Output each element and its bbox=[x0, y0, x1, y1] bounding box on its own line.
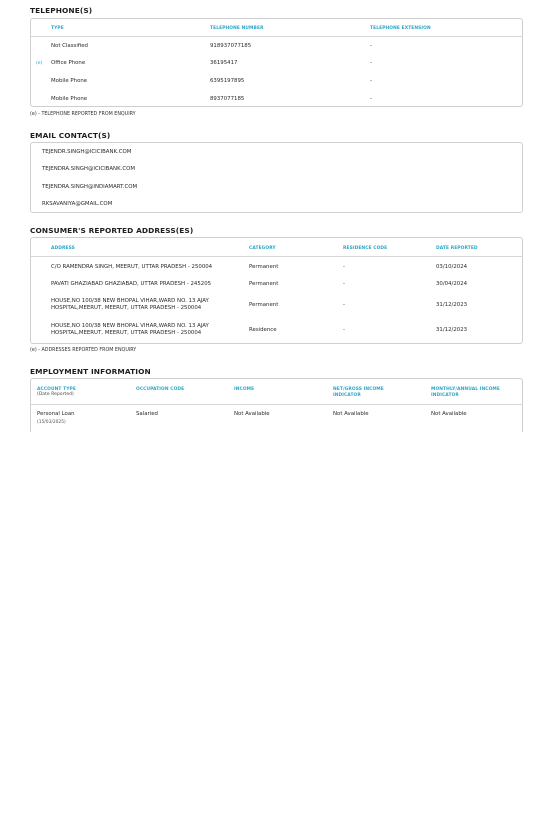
employment-title: EMPLOYMENT INFORMATION bbox=[30, 367, 151, 376]
header-type: TYPE bbox=[51, 26, 64, 31]
emails-box bbox=[30, 142, 523, 213]
phone-extension: - bbox=[370, 43, 372, 49]
header-account-type bbox=[37, 387, 76, 397]
email-item: TEJENDRA.SINGH@ICICIBANK.COM bbox=[42, 166, 135, 172]
address-residence-code: - bbox=[343, 327, 345, 333]
header-divider bbox=[31, 36, 522, 37]
header-divider bbox=[31, 256, 522, 257]
addresses-table bbox=[30, 237, 523, 344]
emails-title: EMAIL CONTACT(S) bbox=[30, 131, 111, 140]
address-date-reported: 31/12/2023 bbox=[436, 327, 468, 333]
header-occupation-code: OCCUPATION CODE bbox=[136, 387, 185, 392]
address-date-reported: 03/10/2024 bbox=[436, 264, 468, 270]
employment-monthly-annual: Not Available bbox=[431, 411, 467, 417]
phone-type: Office Phone bbox=[51, 60, 86, 66]
header-residence-code: RESIDENCE CODE bbox=[343, 246, 388, 251]
phone-number: 6395197895 bbox=[210, 78, 245, 84]
employment-income: Not Available bbox=[234, 411, 270, 417]
phone-number: 918937077185 bbox=[210, 43, 252, 49]
header-net-gross-income: NET/GROSS INCOME INDICATOR bbox=[333, 387, 384, 398]
address-text: PAVATI GHAZIABAD GHAZIABAD, UTTAR PRADESH - 245205 bbox=[51, 281, 212, 287]
address-category: Permanent bbox=[249, 264, 279, 270]
phone-type: Mobile Phone bbox=[51, 78, 88, 84]
enquiry-flag: (e) bbox=[36, 61, 43, 66]
employment-account-type bbox=[37, 411, 75, 427]
address-date-reported: 30/04/2024 bbox=[436, 281, 468, 287]
address-category: Residence bbox=[249, 327, 277, 333]
email-item: TEJENDRA.SINGH@INDIAMART.COM bbox=[42, 184, 138, 190]
header-account-type-sub: (Date Reported) bbox=[37, 392, 74, 397]
phone-extension: - bbox=[370, 78, 372, 84]
address-residence-code: - bbox=[343, 281, 345, 287]
phone-number: 36195417 bbox=[210, 60, 238, 66]
header-divider bbox=[31, 404, 522, 405]
header-telephone-extension: TELEPHONE EXTENSION bbox=[370, 26, 431, 31]
phone-type: Not Classified bbox=[51, 43, 88, 49]
telephones-table bbox=[30, 18, 523, 107]
address-residence-code: - bbox=[343, 302, 345, 308]
phone-number: 8937077185 bbox=[210, 96, 245, 102]
header-income: INCOME bbox=[234, 387, 255, 392]
employment-occupation-code: Salaried bbox=[136, 411, 158, 417]
address-category: Permanent bbox=[249, 302, 279, 308]
phone-extension: - bbox=[370, 60, 372, 66]
header-account-type-label: ACCOUNT TYPE bbox=[37, 387, 76, 392]
telephones-title: TELEPHONE(S) bbox=[30, 6, 93, 15]
phone-extension: - bbox=[370, 96, 372, 102]
header-date-reported: DATE REPORTED bbox=[436, 246, 478, 251]
email-item: TEJENDR.SINGH@ICICIBANK.COM bbox=[42, 149, 132, 155]
addresses-title: CONSUMER'S REPORTED ADDRESS(ES) bbox=[30, 226, 194, 235]
addresses-note: (e) - ADDRESSES REPORTED FROM ENQUIRY bbox=[30, 348, 137, 353]
address-text: HOUSE,NO 100/38 NEW BHOPAL VIHAR,WARD NO. 13 AJAY HOSPITAL,MEERUT, MEERUT, UTTAR PRADESH - 250004 bbox=[51, 298, 209, 311]
header-telephone-number: TELEPHONE NUMBER bbox=[210, 26, 264, 31]
address-residence-code: - bbox=[343, 264, 345, 270]
header-monthly-annual-income: MONTHLY/ANNUAL INCOME INDICATOR bbox=[431, 387, 500, 398]
email-item: RKSAVANIYA@GMAIL.COM bbox=[42, 201, 113, 207]
address-date-reported: 31/12/2023 bbox=[436, 302, 468, 308]
telephones-note: (e) - TELEPHONE REPORTED FROM ENQUIRY bbox=[30, 112, 136, 117]
address-text: C/O RAMENDRA SINGH, MEERUT, UTTAR PRADESH - 250004 bbox=[51, 264, 213, 270]
account-date-reported: (15/03/2025) bbox=[37, 420, 66, 425]
address-text: HOUSE,NO 100/38 NEW BHOPAL VIHAR,WARD NO. 13 AJAY HOSPITAL,MEERUT, MEERUT, UTTAR PRADESH - 250004 bbox=[51, 323, 209, 336]
header-category: CATEGORY bbox=[249, 246, 276, 251]
header-address: ADDRESS bbox=[51, 246, 75, 251]
address-category: Permanent bbox=[249, 281, 279, 287]
account-type-value: Personal Loan bbox=[37, 411, 75, 417]
employment-net-gross: Not Available bbox=[333, 411, 369, 417]
employment-table bbox=[30, 378, 523, 432]
phone-type: Mobile Phone bbox=[51, 96, 88, 102]
